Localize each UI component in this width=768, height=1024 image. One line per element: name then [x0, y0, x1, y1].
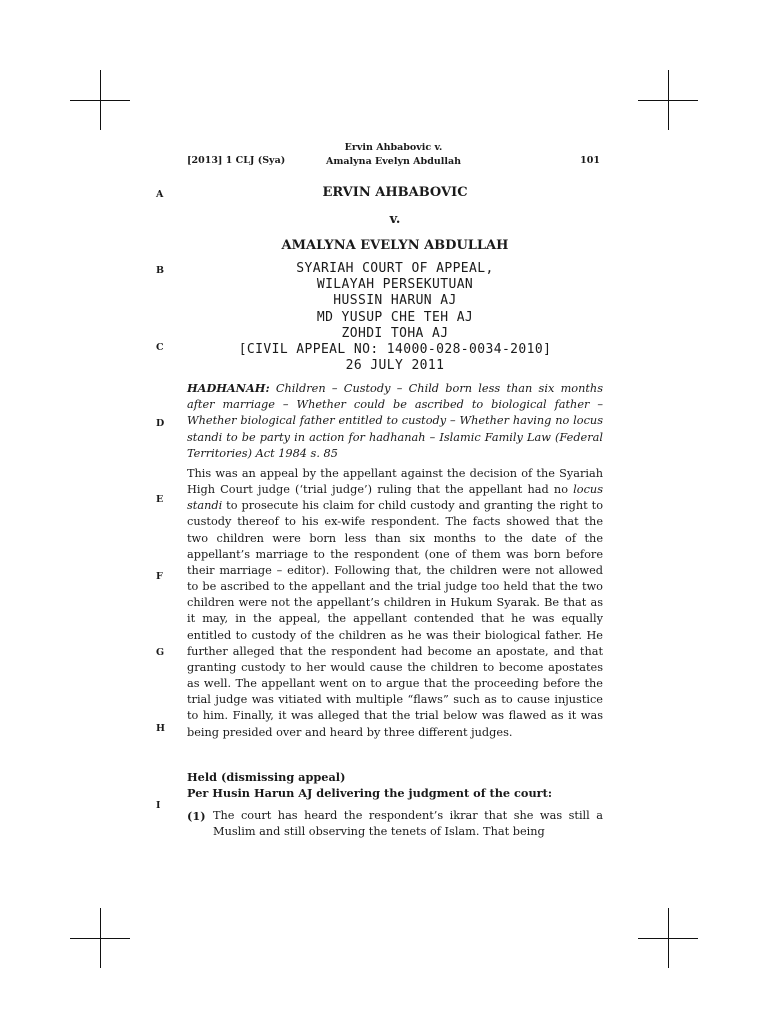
judge-2: MD YUSUP CHE TEH AJ: [316, 309, 474, 325]
margin-letter: I: [156, 800, 161, 811]
judge-3: ZOHDI TOHA AJ: [341, 325, 449, 341]
catchwords: [187, 380, 603, 462]
catchwords-text: Children – Custody – Child born less than six months after marriage – Whether could be ascribed to biological father – Whether biological father entitled to custody – Whether having no locus standi to be party in action for hadhanah – Islamic Family Law (Federal Territories) Act 1984 s. 85: [187, 382, 603, 460]
appellant-name: ERVIN AHBABOVIC: [322, 185, 468, 200]
crop-mark: [100, 70, 101, 130]
crop-mark: [668, 70, 669, 130]
case-name-line1: Ervin Ahbabovic v.: [344, 142, 443, 153]
catchwords-heading: HADHANAH:: [187, 381, 270, 395]
holding-text: The court has heard the respondent’s ikrar that she was still a Muslim and still observing the tenets of Islam. That being: [213, 809, 603, 839]
margin-letter: H: [156, 723, 165, 734]
margin-letter: G: [156, 647, 165, 658]
summary-italic-term: locus standi: [187, 483, 603, 513]
respondent-name: AMALYNA EVELYN ABDULLAH: [281, 238, 509, 253]
judgment-date: 26 JULY 2011: [345, 358, 445, 374]
crop-mark: [100, 908, 101, 968]
margin-letter: A: [156, 189, 164, 200]
court-name: SYARIAH COURT OF APPEAL,: [296, 261, 494, 276]
case-name-line2: Amalyna Evelyn Abdullah: [325, 156, 462, 167]
margin-letter: F: [156, 571, 163, 582]
holding-point: [187, 808, 603, 840]
margin-letter: C: [156, 342, 164, 353]
judge-1: HUSSIN HARUN AJ: [333, 293, 457, 309]
holding-number: (1): [187, 809, 206, 823]
appeal-number: [CIVIL APPEAL NO: 14000-028-0034-2010]: [238, 342, 552, 358]
citation: [2013] 1 CLJ (Sya): [187, 155, 286, 166]
versus: v.: [389, 212, 401, 227]
court-territory: WILAYAH PERSEKUTUAN: [316, 277, 474, 293]
page-number: 101: [580, 155, 600, 166]
held-heading: Held (dismissing appeal): [187, 770, 346, 784]
running-header: [187, 140, 600, 170]
held-judge-line: Per Husin Harun AJ delivering the judgment of the court:: [187, 786, 553, 800]
summary-text: This was an appeal by the appellant against the decision of the Syariah High Court judge (‘trial judge’) ruling that the appellant had no: [187, 467, 603, 497]
margin-letter: D: [156, 418, 165, 429]
court-details: [187, 261, 603, 374]
summary-text: to prosecute his claim for child custody and granting the right to custody thereof to his ex-wife respondent. The facts showed that the two children were born less than six months to the date of the appellant’s marriage to the respondent (one of them was born before their marriage – editor). Following that, the children were not allowed to be ascribed to the appellant and the trial judge too held that the two children were not the appellant’s children in Hukum Syarak. Be that as it may, in the appeal, the appellant contended that he was equally entitled to custody of the children as he was their biological father. He further alleged that the respondent had become an apostate, and that granting custody to her would cause the children to become apostates as well. The appellant went on to argue that the proceeding before the trial judge was vitiated with multiple “flaws” such as to cause injustice to him. Finally, it was alleged that the trial below was flawed as it was being presided over and heard by three different judges.: [187, 499, 603, 739]
case-summary: [187, 466, 603, 741]
margin-letter: E: [156, 494, 164, 505]
crop-mark: [668, 908, 669, 968]
held-section: [187, 769, 603, 801]
margin-letter: B: [156, 265, 165, 276]
case-name: [187, 141, 600, 169]
